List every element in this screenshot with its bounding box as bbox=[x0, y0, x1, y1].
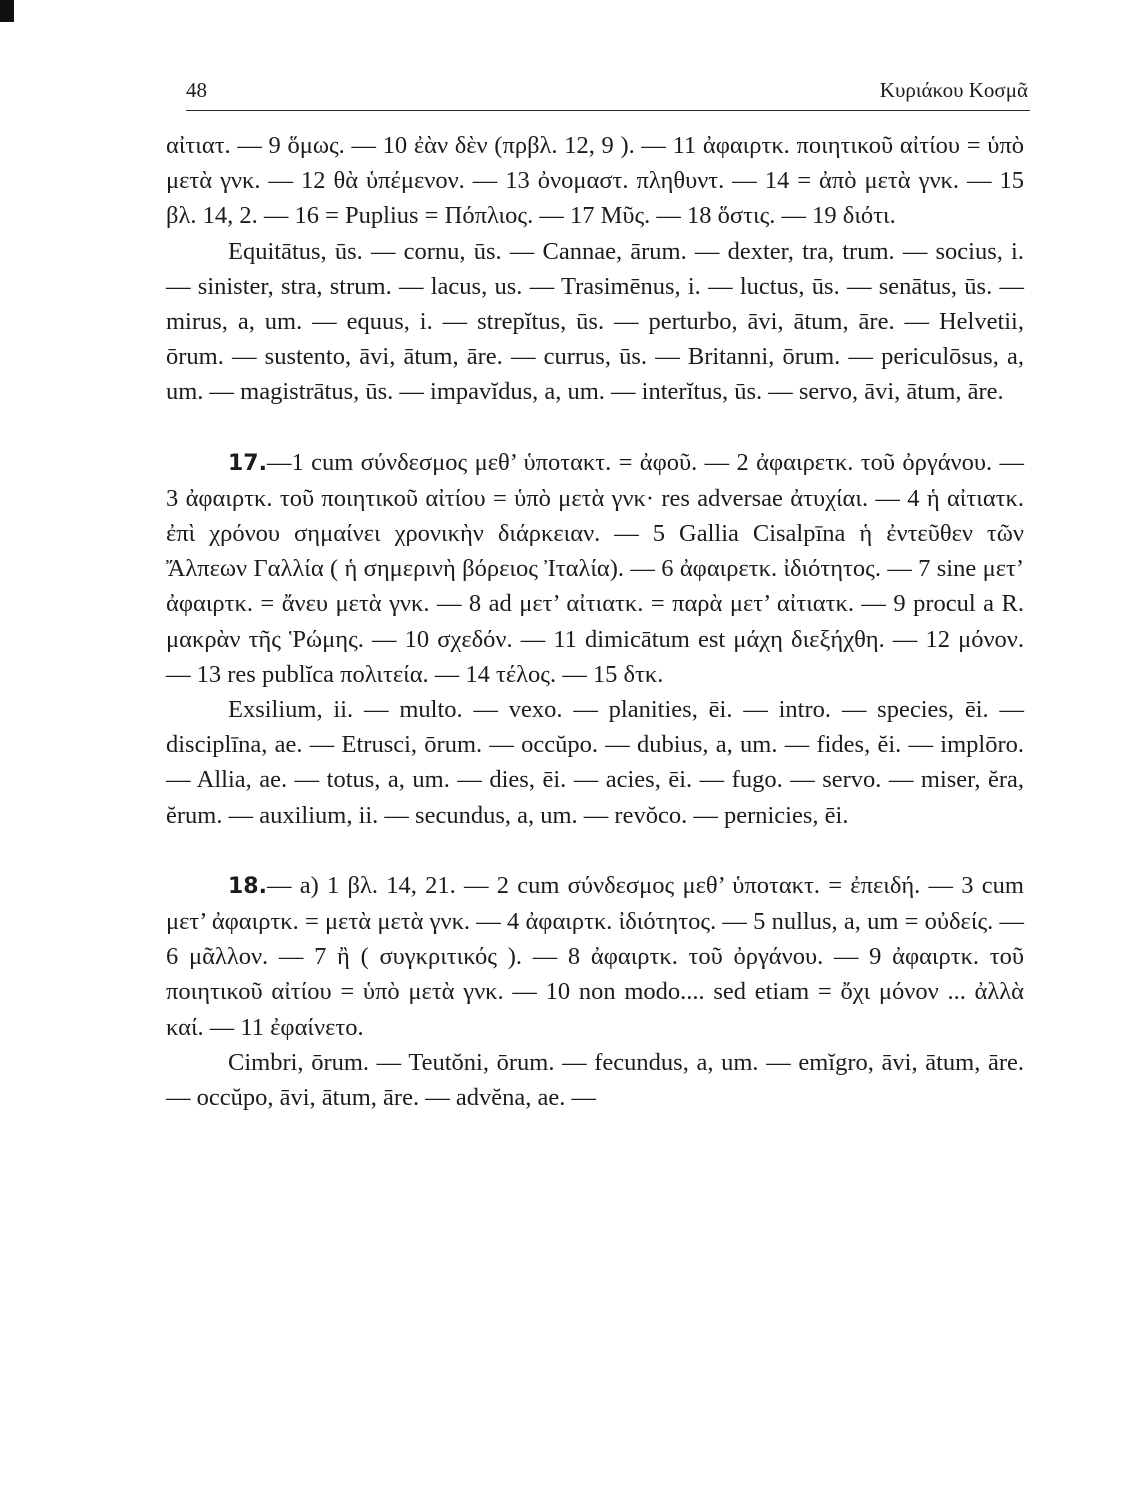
page-header bbox=[186, 74, 1030, 111]
vocabulary-text: Exsilium, ii. — multo. — vexo. — planities, ēi. — intro. — species, ēi. — disciplīna, ae. — Etrusci, ōrum. — occŭpo. — dubius, a, um. — fides, ĕi. — implōro. — Allia, ae. — totus, a, um. — dies, ēi. — acies, ēi. — fugo. — servo. — miser, ĕra, ĕrum. — auxilium, ii. — secundus, a, um. — revŏco. — pernicies, ēi. bbox=[166, 696, 1024, 829]
page-number: 48 bbox=[186, 78, 207, 102]
running-title: Κυριάκου Κοσμᾶ bbox=[879, 78, 1028, 102]
notes-paragraph-16 bbox=[166, 128, 1024, 234]
vocabulary-paragraph-18 bbox=[166, 1045, 1024, 1115]
notes-text: αἰτιατ. — 9 ὅμως. — 10 ἐὰν δὲν (πρβλ. 12, 9 ). — 11 ἀφαιρτκ. ποιητικοῦ αἰτίου = ὑπὸ μετὰ γνκ. — 12 θὰ ὑπέμενον. — 13 ὀνομαστ. πληθυντ. — 14 = ἀπὸ μετὰ γνκ. — 15 βλ. 14, 2. — 16 = Puplius = Πόπλιος. — 17 Μῦς. — 18 ὅστις. — 19 διότι. bbox=[166, 132, 1024, 230]
vocabulary-paragraph-16 bbox=[166, 234, 1024, 410]
section-gap bbox=[166, 410, 1024, 445]
scan-edge-mark bbox=[0, 0, 14, 22]
vocabulary-paragraph-17 bbox=[166, 692, 1024, 833]
notes-text: —1 cum σύνδεσμος μεθ’ ὑποτακτ. = ἀφοῦ. — 2 ἀφαιρετκ. τοῦ ὀργάνου. — 3 ἀφαιρτκ. τοῦ ποιητικοῦ αἰτίου = ὑπὸ μετὰ γνκ· res adversae ἀτυχίαι. — 4 ἡ αἰτιατκ. ἐπὶ χρόνου σημαίνει χρονικὴν διάρκειαν. — 5 Gallia Cisalpīna ἡ ἐντεῦθεν τῶν Ἄλπεων Γαλλία ( ἡ σημερινὴ βόρειος Ἰταλία). — 6 ἀφαιρετκ. ἰδιότητος. — 7 sine μετ’ ἀφαιρτκ. = ἄνευ μετὰ γνκ. — 8 ad μετ’ αἰτιατκ. = παρὰ μετ’ αἰτιατκ. — 9 procul a R. μακρὰν τῆς Ῥώμης. — 10 σχεδόν. — 11 dimicātum est μάχη διεξήχθη. — 12 μόνον. — 13 res publĭca πολιτεία. — 14 τέλος. — 15 δτκ. bbox=[166, 448, 1024, 688]
section-number-18: 18. bbox=[228, 873, 267, 899]
section-number-17: 17. bbox=[228, 450, 267, 476]
page-body bbox=[166, 128, 1024, 1115]
notes-paragraph-18 bbox=[166, 868, 1024, 1045]
vocabulary-text: Cimbri, ōrum. — Teutŏni, ōrum. — fecundus, a, um. — emĭgro, āvi, ātum, āre. — occŭpo, āvi, ātum, āre. — advĕna, ae. — bbox=[166, 1048, 1024, 1112]
vocabulary-text: Equitātus, ūs. — cornu, ūs. — Cannae, ārum. — dexter, tra, trum. — socius, i. — sinister, stra, strum. — lacus, us. — Trasimēnus, i. — luctus, ūs. — senātus, ūs. — mirus, a, um. — equus, i. — strepĭtus, ūs. — perturbo, āvi, ātum, āre. — Helvetii, ōrum. — sustento, āvi, ātum, āre. — currus, ūs. — Britanni, ōrum. — periculōsus, a, um. — magistrātus, ūs. — impavĭdus, a, um. — interĭtus, ūs. — servo, āvi, ātum, āre. bbox=[166, 237, 1024, 406]
section-gap bbox=[166, 833, 1024, 868]
notes-paragraph-17 bbox=[166, 445, 1024, 692]
notes-text: — a) 1 βλ. 14, 21. — 2 cum σύνδεσμος μεθ’ ὑποτακτ. = ἐπειδή. — 3 cum μετ’ ἀφαιρτκ. = μετὰ μετὰ γνκ. — 4 ἀφαιρτκ. ἰδιότητος. — 5 nullus, a, um = οὐδείς. — 6 μᾶλλον. — 7 ἢ ( συγκριτικός ). — 8 ἀφαιρτκ. τοῦ ὀργάνου. — 9 ἀφαιρτκ. τοῦ ποιητικοῦ αἰτίου = ὑπὸ μετὰ γνκ. — 10 non modo.... sed etiam = ὄχι μόνον ... ἀλλὰ καί. — 11 ἐφαίνετο. bbox=[166, 871, 1024, 1041]
